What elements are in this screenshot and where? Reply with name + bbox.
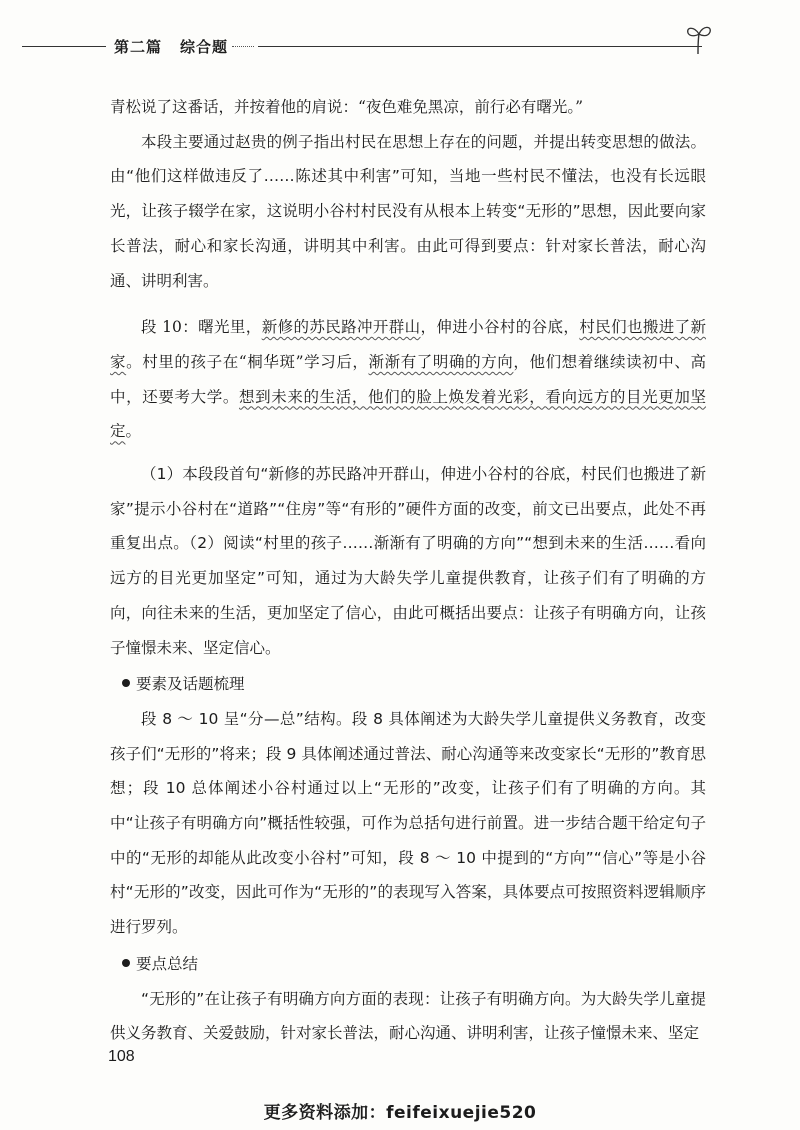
paragraph-structure: 段 8 ～ 10 呈“分—总”结构。段 8 具体阐述为大龄失学儿童提供义务教育，改变孩子们“无形的”将来；段 9 具体阐述通过普法、耐心沟通等来改变家长“无形的”教育思想；段 10 总体阐述小谷村通过以上“无形的”改变，让孩子们有了明确的方向。其中“让孩子有明确方向”概括性较强，可作为总括句进行前置。进一步结合题干给定句子中的“无形的却能从此改变小谷村”可知，段 8 ～ 10 中提到的“方向”“信心”等是小谷村“无形的”改变，因此可作为“无形的”的表现写入答案，具体要点可按照资料逻辑顺序进行罗列。 <box>110 709 706 937</box>
wavy-underlined-text: 新修的苏民路冲开群山 <box>261 318 421 337</box>
wavy-underlined-text: 村民们也搬进了新家 <box>110 318 706 371</box>
heading-text: 要素及话题梳理 <box>136 675 245 694</box>
header-dotted-rule <box>232 46 254 47</box>
header-section: 综合题 <box>180 38 229 56</box>
paragraph-summary: “无形的”在让孩子有明确方向方面的表现：让孩子有明确方向。为大龄失学儿童提供义务教育、关爱鼓励，针对家长普法，耐心沟通、讲明利害，让孩子憧憬未来、坚定 <box>110 989 706 1043</box>
page-content <box>110 90 706 1051</box>
page-number: 108 <box>108 1048 135 1065</box>
header-part: 第二篇 <box>114 38 163 56</box>
section-heading-summary <box>122 947 706 982</box>
footer-note: 更多资料添加：feifeixuejie520 <box>263 1103 537 1123</box>
text-run: 。村里的孩子在“桐华斑”学习后， <box>126 352 369 371</box>
header-title <box>114 36 246 57</box>
section-heading-elements <box>122 667 706 702</box>
paragraph-analysis-9: 本段主要通过赵贵的例子指出村民在思想上存在的问题，并提出转变思想的做法。由“他们这样做违反了……陈述其中利害”可知，当地一些村民不懂法，也没有长远眼光，让孩子辍学在家，这说明小谷村村民没有从根本上转变“无形的”思想，因此要向家长普法，耐心和家长沟通，讲明其中利害。由此可得到要点：针对家长普法，耐心沟通、讲明利害。 <box>110 132 706 290</box>
text-run: 。 <box>125 422 142 441</box>
text-run: ，伸进小谷村的谷底， <box>420 318 580 337</box>
wavy-underlined-text: 渐渐有了明确的方向 <box>368 352 514 371</box>
paragraph-quote: 青松说了这番话，并按着他的肩说：“夜色难免黑凉，前行必有曙光。” <box>110 98 584 116</box>
heading-text: 要点总结 <box>136 954 199 973</box>
text-run: ，他们想着继续读初中、高中，还要考大学。 <box>110 352 706 406</box>
paragraph-analysis-10: （1）本段段首句“新修的苏民路冲开群山，伸进小谷村的谷底，村民们也搬进了新家”提示小谷村在“道路”“住房”等“有形的”硬件方面的改变，前文已出要点，此处不再重复出点。（2）阅读“村里的孩子……渐渐有了明确的方向”“想到未来的生活……看向远方的目光更加坚定”可知，通过为大龄失学儿童提供教育，让孩子们有了明确的方向，向往未来的生活，更加坚定了信心，由此可概括出要点：让孩子有明确方向，让孩子憧憬未来、坚定信心。 <box>110 465 706 657</box>
header-rule-left <box>22 46 106 47</box>
header-rule-right <box>258 46 702 47</box>
bullet-icon <box>122 959 130 967</box>
sprout-icon <box>684 22 714 56</box>
paragraph-source-10 <box>110 310 706 449</box>
running-header <box>0 28 800 58</box>
wavy-underlined-text: 想到未来的生活，他们的脸上焕发着光彩，看向远方的目光更加坚定 <box>110 387 706 441</box>
bullet-icon <box>122 679 130 687</box>
text-run: 段 10：曙光里， <box>141 318 262 337</box>
